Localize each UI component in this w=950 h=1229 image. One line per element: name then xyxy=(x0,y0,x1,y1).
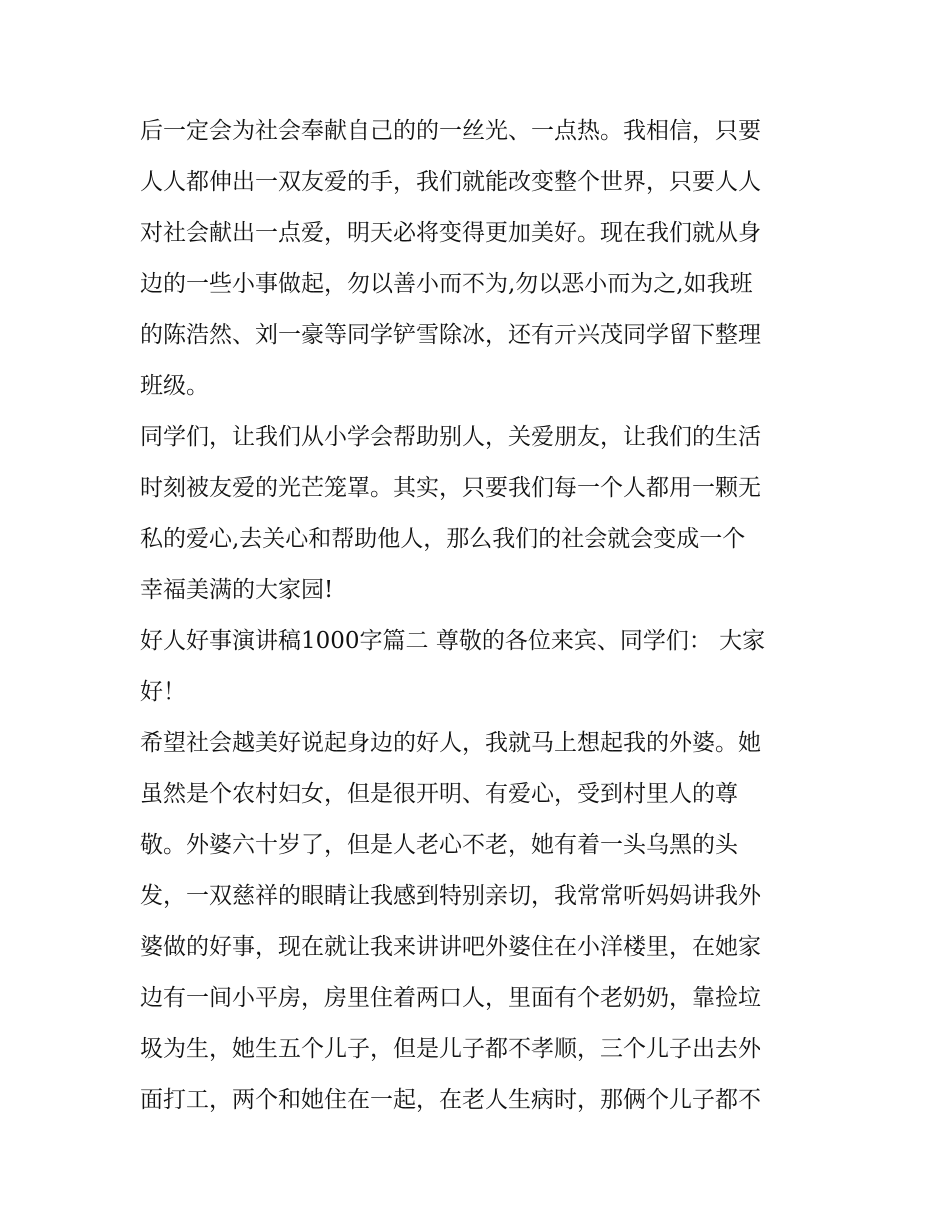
text-line-4: 边的一些小事做起，勿以善小而不为,勿以恶小而为之,如我班 xyxy=(140,271,753,297)
text-line-7: 同学们，让我们从小学会帮助别人，关爱朋友，让我们的生活 xyxy=(140,424,761,450)
text-line-13: 希望社会越美好说起身边的好人，我就马上想起我的外婆。她 xyxy=(140,730,761,756)
text-line-12: 好！ xyxy=(140,679,186,705)
text-line-9: 私的爱心,去关心和帮助他人，那么我们的社会就会变成一个 xyxy=(140,526,746,552)
text-line-19: 圾为生，她生五个儿子，但是儿子都不孝顺，三个儿子出去外 xyxy=(140,1036,761,1062)
text-line-5: 的陈浩然、刘一豪等同学铲雪除冰，还有亓兴茂同学留下整理 xyxy=(140,322,761,348)
text-line-1: 后一定会为社会奉献自己的的一丝光、一点热。我相信，只要 xyxy=(140,118,761,144)
text-line-8: 时刻被友爱的光芒笼罩。其实，只要我们每一个人都用一颗无 xyxy=(140,475,761,501)
text-line-14: 虽然是个农村妇女，但是很开明、有爱心，受到村里人的尊 xyxy=(140,781,738,807)
text-line-16: 发，一双慈祥的眼睛让我感到特别亲切，我常常听妈妈讲我外 xyxy=(140,883,761,909)
document-body xyxy=(140,106,820,1126)
text-line-17: 婆做的好事，现在就让我来讲讲吧外婆住在小洋楼里，在她家 xyxy=(140,934,761,960)
text-line-10: 幸福美满的大家园! xyxy=(140,577,334,603)
text-line-18: 边有一间小平房，房里住着两口人，里面有个老奶奶，靠捡垃 xyxy=(140,985,761,1011)
text-line-3: 对社会献出一点爱，明天必将变得更加美好。现在我们就从身 xyxy=(140,220,761,246)
text-line-6: 班级。 xyxy=(140,373,209,399)
text-line-15: 敬。外婆六十岁了，但是人老心不老，她有着一头乌黑的头 xyxy=(140,832,738,858)
text-line-11: 好人好事演讲稿1000字篇二 尊敬的各位来宾、同学们： 大家 xyxy=(140,628,766,654)
text-line-20: 面打工，两个和她住在一起，在老人生病时，那俩个儿子都不 xyxy=(140,1087,761,1113)
text-line-2: 人人都伸出一双友爱的手，我们就能改变整个世界，只要人人 xyxy=(140,169,761,195)
